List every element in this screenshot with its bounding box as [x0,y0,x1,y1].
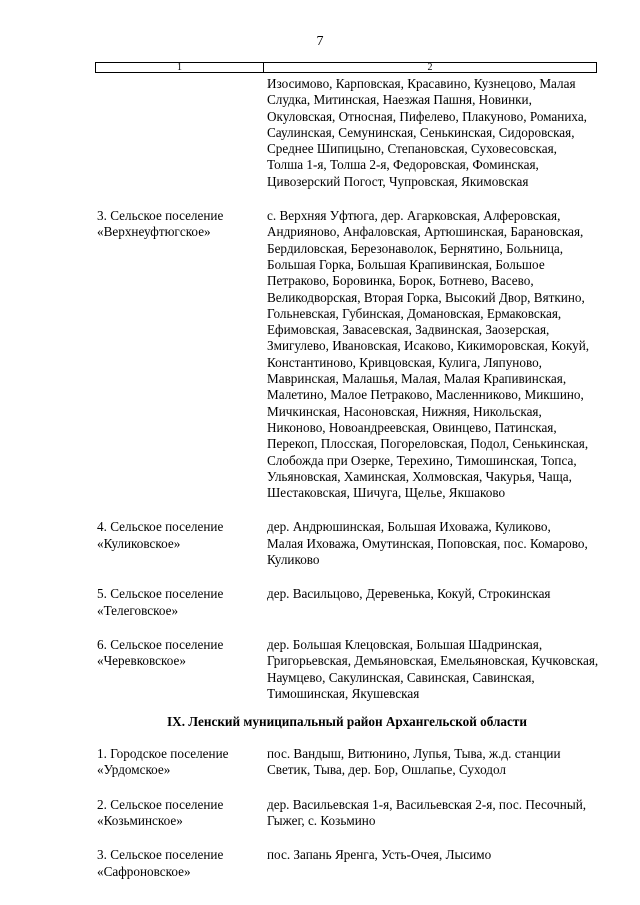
village-list [267,746,597,779]
village-list-line: с. Верхняя Уфтюга, дер. Агарковская, Алферовская, [267,208,561,224]
column-2-header: 2 [427,62,433,73]
village-list-line: Цивозерский Погост, Чупровская, Якимовская [267,173,529,189]
village-list-line: Куликово [267,552,320,568]
village-list-line: Слудка, Митинская, Наезжая Пашня, Новинки, [267,92,532,108]
settlement-name-line: 3. Сельское поселение [97,208,224,224]
village-list [267,208,597,501]
village-list-line: Среднее Шипицыно, Степановская, Суховесовская, [267,141,557,157]
village-list-line: дер. Большая Клецовская, Большая Шадринская, [267,636,543,652]
village-list [267,76,597,190]
village-list-line: Малая Иховажа, Омутинская, Поповская, пос. Комарово, [267,535,588,551]
settlements-table [97,76,597,880]
settlement-name-line: 3. Сельское поселение [97,847,224,863]
village-list [267,637,598,702]
village-list-line: Ефимовская, Завасевская, Задвинская, Заозерская, [267,322,550,338]
village-list [267,797,597,830]
settlement-name [97,76,267,190]
column-1-header: 1 [96,63,264,72]
village-list-line: Константиново, Кривцовская, Кулига, Ляпуново, [267,354,542,370]
settlement-name-line: «Куликовское» [97,535,181,551]
village-list-line: Толша 1-я, Толша 2-я, Федоровская, Фоминская, [267,157,539,173]
settlement-rows-after-section [97,746,597,880]
village-list-line: дер. Васильевская 1-я, Васильевская 2-я, пос. Песочный, [267,796,587,812]
table-row [97,847,597,880]
village-list-line: Никоново, Новоандреевская, Овинцево, Патинская, [267,419,557,435]
village-list-line: Саулинская, Семунинская, Сенькинская, Сидоровская, [267,124,575,140]
table-column-header [95,62,597,73]
settlement-name [97,797,267,830]
settlement-name-line: 4. Сельское поселение [97,519,224,535]
village-list-line: Гыжег, с. Козьмино [267,812,376,828]
section-title: IX. Ленский муниципальный район Архангельской области [167,714,527,730]
village-list-line: Шестаковская, Шичуга, Щелье, Якшаково [267,485,506,501]
table-row [97,797,597,830]
village-list-line: дер. Васильцово, Деревенька, Кокуй, Строкинская [267,586,551,602]
settlement-name-line: 1. Городское поселение [97,746,229,762]
page-number: 7 [316,34,324,49]
village-list-line: Великодворская, Вторая Горка, Высокий Двор, Вяткино, [267,289,585,305]
settlement-name [97,208,267,501]
settlement-name [97,847,267,880]
village-list-line: Мавринская, Малашья, Малая, Малая Крапивинская, [267,371,567,387]
table-row [97,208,597,501]
table-row [97,746,597,779]
settlement-rows-before-section [97,76,597,702]
table-row [97,586,597,619]
settlement-name-line: 5. Сельское поселение [97,586,224,602]
table-row [97,76,597,190]
village-list-line: пос. Вандыш, Витюнино, Лупья, Тыва, ж.д. станции [267,746,561,762]
settlement-name-line: «Телеговское» [97,602,179,618]
village-list-line: Наумцево, Сакулинская, Савинская, Савинская, [267,669,535,685]
settlement-name [97,637,267,702]
settlement-name [97,519,267,568]
settlement-name-line: «Козьминское» [97,812,183,828]
village-list-line: Бердиловская, Березонаволок, Бернятино, Больница, [267,240,564,256]
village-list-line: Тимошинская, Якушевская [267,685,420,701]
village-list-line: Светик, Тыва, дер. Бор, Ошлапье, Суходол [267,762,507,778]
village-list [267,586,597,619]
table-row [97,519,597,568]
village-list-line: дер. Андрюшинская, Большая Иховажа, Куликово, [267,519,551,535]
village-list-line: Петраково, Боровинка, Борок, Ботнево, Васево, [267,273,534,289]
village-list-line: Гольневская, Губинская, Домановская, Ермаковская, [267,305,562,321]
village-list-line: Мичкинская, Насоновская, Нижняя, Никольская, [267,403,542,419]
table-row [97,637,597,702]
village-list-line: Андрияново, Анфаловская, Артюшинская, Барановская, [267,224,584,240]
settlement-name-line: 2. Сельское поселение [97,796,224,812]
village-list [267,847,597,880]
settlement-name-line: «Верхнеуфтюгское» [97,224,211,240]
village-list-line: Ульяновская, Хаминская, Холмовская, Чакурья, Чаща, [267,468,572,484]
settlement-name [97,586,267,619]
village-list-line: Окуловская, Относная, Пифелево, Плакуново, Романиха, [267,108,587,124]
village-list [267,519,597,568]
village-list-line: Перекоп, Плосская, Погореловская, Подол, Сенькинская, [267,436,589,452]
village-list-line: Слобожда при Озерке, Терехино, Тимошинская, Топса, [267,452,577,468]
village-list-line: Малетино, Малое Петраково, Масленниково, Микшино, [267,387,584,403]
village-list-line: Григорьевская, Демьяновская, Емельяновская, Кучковская, [267,653,599,669]
settlement-name-line: 6. Сельское поселение [97,636,224,652]
village-list-line: Изосимово, Карповская, Красавино, Кузнецово, Малая [267,76,576,91]
settlement-name-line: «Сафроновское» [97,863,191,879]
village-list-line: пос. Запань Яренга, Усть-Очея, Лысимо [267,847,492,863]
settlement-name-line: «Черевковское» [97,653,186,669]
settlement-name [97,746,267,779]
village-list-line: Большая Горка, Большая Крапивинская, Большое [267,256,545,272]
village-list-line: Змигулево, Ивановская, Исаково, Кикиморовская, Кокуй, [267,338,590,354]
settlement-name-line: «Урдомское» [97,762,171,778]
